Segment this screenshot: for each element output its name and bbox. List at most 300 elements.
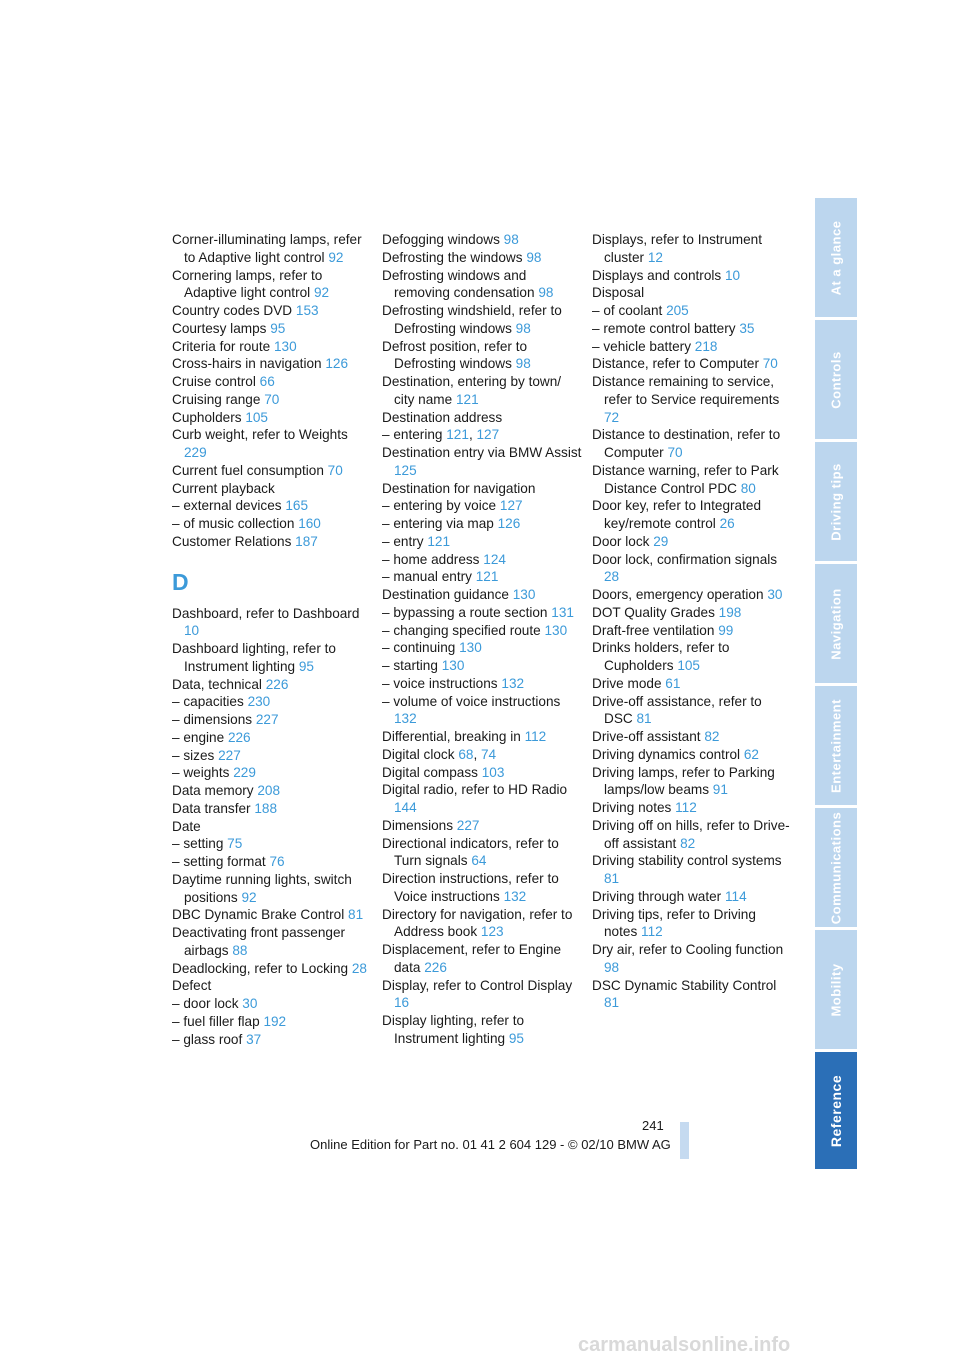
page-link[interactable]: 91	[712, 782, 728, 798]
index-term: Current playback	[172, 480, 275, 496]
page-link[interactable]: 130	[441, 658, 465, 673]
page-link[interactable]: 98	[538, 285, 554, 301]
index-entry	[172, 409, 372, 427]
index-term: – of coolant	[592, 303, 667, 318]
index-term: Current fuel consumption	[172, 462, 328, 478]
page-link[interactable]: 70	[667, 445, 683, 460]
index-entry	[382, 657, 582, 675]
page-link[interactable]: 82	[704, 729, 720, 744]
index-term: – changing specified route	[382, 622, 545, 638]
index-term: Data transfer	[172, 800, 255, 816]
index-term: Distance to destination, refer to Computer	[592, 427, 781, 460]
page-link[interactable]: 112	[675, 800, 697, 815]
page-link[interactable]: 82	[680, 835, 696, 851]
page-link[interactable]: 227	[456, 817, 480, 833]
page-link[interactable]: 121	[475, 569, 499, 585]
index-term: – continuing	[382, 640, 460, 656]
index-column-2	[382, 231, 582, 1048]
index-entry	[592, 764, 792, 800]
index-term: Dry air, refer to Cooling function	[592, 942, 784, 957]
page-link[interactable]: 99	[718, 622, 734, 638]
page-number: 241	[642, 1118, 664, 1133]
index-term: Driving dynamics control	[592, 746, 744, 762]
index-entry	[172, 533, 372, 551]
index-term: – entering by voice	[382, 498, 500, 514]
index-entry	[592, 746, 792, 764]
index-term: Defrosting windows and removing condensation	[382, 267, 539, 301]
index-term: Driving notes	[592, 800, 676, 815]
tab-mobility[interactable]	[815, 930, 857, 1049]
index-entry	[592, 906, 792, 942]
footer-text: Online Edition for Part no. 01 41 2 604 129 - © 02/10 BMW AG	[310, 1137, 671, 1152]
index-entry	[172, 640, 372, 676]
page-link[interactable]: 88	[232, 942, 248, 958]
index-entry	[382, 338, 582, 374]
page-link[interactable]: 130	[459, 640, 482, 656]
index-entry	[172, 764, 372, 782]
index-entry	[382, 497, 582, 515]
index-term: Criteria for route	[172, 338, 274, 354]
index-term: Drinks holders, refer to Cupholders	[592, 640, 730, 673]
index-entry	[592, 320, 792, 338]
tab-label: Navigation	[828, 587, 844, 660]
index-entry	[592, 852, 792, 888]
page-link[interactable]: 76	[269, 854, 285, 869]
index-entry	[172, 497, 372, 515]
index-entry	[172, 977, 372, 995]
index-term: Drive-off assistant	[592, 729, 705, 744]
index-entry	[592, 551, 792, 587]
index-entry	[172, 782, 372, 800]
index-column-1	[172, 231, 372, 1048]
index-letter-heading: D	[172, 568, 189, 595]
tab-entertainment[interactable]	[815, 686, 857, 805]
tab-label: Communications	[828, 811, 844, 924]
index-entry	[382, 533, 582, 551]
page-link[interactable]: 10	[184, 623, 200, 639]
index-term: – volume of voice instructions	[382, 693, 561, 709]
page-link[interactable]: 66	[259, 374, 275, 389]
index-term: – engine	[172, 729, 228, 745]
index-entry	[592, 462, 792, 498]
index-term: Cross-hairs in navigation	[172, 356, 326, 372]
page-link[interactable]: 35	[739, 320, 755, 336]
index-term: – sizes	[172, 747, 219, 763]
index-entry	[592, 693, 792, 729]
index-term: Data, technical	[172, 676, 266, 692]
page-link[interactable]: 30	[767, 587, 783, 602]
page-link[interactable]: 105	[677, 658, 700, 673]
page-link[interactable]: 64	[471, 853, 487, 869]
index-term: DBC Dynamic Brake Control	[172, 907, 349, 923]
index-entry	[592, 817, 792, 853]
page-link[interactable]: 112	[641, 924, 663, 940]
page-link[interactable]: 29	[653, 533, 669, 549]
index-entry	[382, 604, 582, 622]
index-entry	[172, 355, 372, 373]
index-term: Deadlocking, refer to Locking	[172, 960, 352, 976]
index-term: Defrosting the windows	[382, 249, 527, 265]
page-link[interactable]: 28	[351, 960, 367, 976]
page-link[interactable]: 37	[246, 1031, 262, 1047]
page-link[interactable]: 198	[718, 604, 742, 620]
index-entry	[172, 676, 372, 694]
index-term: Doors, emergency operation	[592, 587, 768, 602]
index-entry	[172, 924, 372, 960]
watermark: carmanualsonline.info	[578, 1334, 791, 1356]
page-link[interactable]: 192	[263, 1013, 287, 1029]
index-term: Defect	[172, 978, 212, 994]
tab-label: At a glance	[828, 220, 844, 295]
index-term: Disposal	[592, 285, 645, 301]
page-link[interactable]: 70	[264, 391, 280, 407]
index-entry	[172, 462, 372, 480]
index-term: – bypassing a route section	[382, 604, 552, 620]
page-link[interactable]: 187	[295, 533, 318, 549]
index-entry	[172, 302, 372, 320]
tab-driving-tips[interactable]	[815, 442, 857, 561]
index-entry	[382, 231, 582, 249]
page-link[interactable]: 229	[233, 765, 256, 781]
page-link[interactable]: 131	[551, 604, 574, 620]
page-link[interactable]: 218	[694, 338, 718, 354]
page-link[interactable]: 95	[508, 1030, 524, 1046]
page-link[interactable]: 124	[483, 551, 506, 567]
page-link[interactable]: 144	[394, 800, 417, 815]
index-entry	[172, 818, 372, 836]
page-link[interactable]: 12	[647, 249, 663, 265]
page-link[interactable]: 74	[481, 746, 497, 762]
page-link[interactable]: 205	[666, 303, 689, 318]
index-entry	[592, 373, 792, 426]
page-link[interactable]: 68	[458, 746, 474, 762]
index-entry	[382, 906, 582, 942]
index-term: Differential, breaking in	[382, 729, 525, 744]
index-entry	[382, 693, 582, 729]
index-term: Display lighting, refer to Instrument lighting	[382, 1013, 525, 1046]
index-term: – remote control battery	[592, 320, 740, 336]
index-entry	[172, 729, 372, 747]
page-link[interactable]: 126	[325, 356, 349, 372]
index-entry	[172, 605, 372, 641]
page-link[interactable]: 30	[242, 996, 258, 1011]
page-link[interactable]: 121	[427, 533, 451, 549]
index-term: – setting	[172, 836, 228, 852]
index-entry	[382, 817, 582, 835]
page-link[interactable]: 227	[255, 712, 279, 727]
page-link[interactable]: 98	[604, 959, 620, 975]
page-link[interactable]: 95	[270, 320, 286, 336]
index-entry	[592, 231, 792, 267]
index-entry	[592, 604, 792, 622]
index-term: – entering via map	[382, 516, 498, 531]
index-term: Cruise control	[172, 374, 260, 389]
page-link[interactable]: 98	[515, 320, 531, 336]
index-term: – dimensions	[172, 712, 256, 727]
page-link[interactable]: 121	[446, 427, 469, 443]
index-entry	[172, 853, 372, 871]
page-link[interactable]: 26	[719, 516, 735, 531]
index-term: Digital clock	[382, 746, 459, 762]
index-term: – external devices	[172, 498, 286, 514]
page-link[interactable]: 208	[257, 783, 281, 798]
index-term: Dashboard lighting, refer to Instrument lighting	[172, 641, 336, 674]
index-entry	[382, 515, 582, 533]
index-entry	[172, 267, 372, 303]
index-term: Defrosting windshield, refer to Defrosting windows	[382, 303, 562, 336]
index-term: – starting	[382, 658, 442, 673]
page-link[interactable]: 80	[740, 480, 756, 496]
tab-label: Driving tips	[828, 462, 844, 541]
index-term: Destination for navigation	[382, 480, 536, 496]
page-link[interactable]: 130	[274, 338, 297, 354]
page-link[interactable]: 132	[501, 675, 525, 691]
index-term: DOT Quality Grades	[592, 604, 719, 620]
index-entry	[172, 1013, 372, 1031]
index-term: – manual entry	[382, 569, 476, 585]
index-entry	[382, 480, 582, 498]
tab-label: Controls	[828, 350, 844, 409]
index-entry	[172, 391, 372, 409]
tab-label: Reference	[828, 1074, 844, 1147]
index-entry	[592, 941, 792, 977]
index-entry	[592, 284, 792, 302]
index-term: – setting format	[172, 854, 270, 869]
page-link[interactable]: 229	[184, 445, 207, 460]
page-link[interactable]: 81	[348, 907, 364, 923]
index-entry	[382, 622, 582, 640]
footer-bar	[680, 1122, 689, 1159]
page-link[interactable]: 132	[394, 711, 417, 727]
index-entry	[172, 960, 372, 978]
index-term: – capacities	[172, 694, 248, 710]
page-link[interactable]: 126	[497, 516, 521, 531]
page-link[interactable]: 123	[480, 924, 504, 940]
page-link[interactable]: 125	[394, 462, 417, 478]
page-link[interactable]: 98	[515, 356, 531, 372]
index-entry	[172, 906, 372, 924]
index-term: – glass roof	[172, 1031, 247, 1047]
index-term: Customer Relations	[172, 533, 296, 549]
page-link[interactable]: 92	[313, 285, 330, 301]
index-entry	[382, 444, 582, 480]
page-link[interactable]: 81	[604, 871, 620, 886]
page-link[interactable]: 127	[499, 498, 523, 514]
page-link[interactable]: 153	[295, 303, 319, 318]
index-term: Corner-illuminating lamps, refer to Adaptive light control	[172, 232, 362, 265]
page-link[interactable]: 127	[476, 427, 500, 443]
index-entry	[382, 728, 582, 746]
index-entry	[172, 338, 372, 356]
index-term: Dimensions	[382, 817, 457, 833]
index-term: DSC Dynamic Stability Control	[592, 977, 777, 993]
index-term: Daytime running lights, switch positions	[172, 871, 352, 905]
index-term: Destination entry via BMW Assist	[382, 445, 582, 460]
index-term: Drive-off assistance, refer to DSC	[592, 693, 762, 727]
index-term: Defrost position, refer to Defrosting windows	[382, 338, 528, 372]
index-term: Cruising range	[172, 391, 265, 407]
index-term: Driving through water	[592, 888, 725, 904]
index-term: Drive mode	[592, 675, 666, 691]
index-entry	[382, 764, 582, 782]
index-term: Distance warning, refer to Park Distance Control PDC	[592, 462, 779, 496]
index-term: Data memory	[172, 783, 258, 798]
page-link[interactable]: 70	[762, 356, 778, 372]
index-term: Door key, refer to Integrated key/remote control	[592, 498, 761, 531]
index-entry	[172, 320, 372, 338]
page-link[interactable]: 72	[604, 409, 620, 425]
index-term: Digital radio, refer to HD Radio	[382, 782, 568, 798]
index-entry	[592, 497, 792, 533]
index-term: Destination, entering by town/ city name	[382, 374, 562, 407]
index-term: Direction instructions, refer to Voice instructions	[382, 871, 559, 904]
index-entry	[592, 639, 792, 675]
section-tabs	[815, 198, 857, 1172]
index-entry	[382, 941, 582, 977]
page-link[interactable]: 10	[724, 267, 741, 283]
index-entry	[172, 231, 372, 267]
page-link[interactable]: 188	[254, 800, 278, 816]
index-entry	[382, 1012, 582, 1048]
index-entry	[382, 373, 582, 409]
page-link[interactable]: 75	[227, 836, 243, 852]
index-entry	[172, 426, 372, 462]
page-link[interactable]: 132	[503, 888, 527, 904]
index-term: – home address	[382, 551, 484, 567]
page-link[interactable]: 61	[665, 675, 681, 691]
page-link[interactable]: 160	[298, 516, 321, 531]
index-term: Distance remaining to service, refer to Service requirements	[592, 374, 780, 407]
index-term: Directory for navigation, refer to Address book	[382, 906, 573, 940]
page-link[interactable]: 95	[298, 658, 314, 674]
index-entry	[172, 800, 372, 818]
index-entry	[382, 977, 582, 1013]
page-link[interactable]: 62	[743, 746, 759, 762]
index-term: Displays, refer to Instrument cluster	[592, 232, 762, 265]
page-link[interactable]: 92	[328, 249, 344, 265]
index-term: Door lock	[592, 533, 654, 549]
tab-reference[interactable]	[815, 1052, 857, 1169]
page-link[interactable]: 227	[218, 747, 241, 763]
page-link[interactable]: 81	[604, 995, 620, 1011]
tab-navigation[interactable]	[815, 564, 857, 683]
index-entry	[592, 267, 792, 285]
index-term: – vehicle battery	[592, 338, 695, 354]
index-term: Curb weight, refer to Weights	[172, 427, 348, 443]
index-entry	[172, 747, 372, 765]
page-link[interactable]: 226	[424, 959, 447, 975]
index-entry	[172, 693, 372, 711]
index-entry	[592, 533, 792, 551]
page-link[interactable]: 28	[604, 569, 620, 585]
index-term: Dashboard, refer to Dashboard	[172, 605, 360, 621]
index-term: Door lock, confirmation signals	[592, 551, 778, 567]
index-entry	[382, 267, 582, 303]
index-term: – door lock	[172, 996, 243, 1011]
page-link[interactable]: 92	[241, 889, 257, 905]
index-entry	[592, 338, 792, 356]
page-link[interactable]: 105	[245, 409, 268, 425]
tab-at-a-glance[interactable]	[815, 198, 857, 317]
tab-label: Mobility	[828, 962, 844, 1017]
index-term: Cupholders	[172, 409, 246, 425]
tab-communications[interactable]	[815, 808, 857, 927]
page-link[interactable]: 98	[503, 232, 519, 247]
tab-controls[interactable]	[815, 320, 857, 439]
index-entry	[382, 639, 582, 657]
index-term: Courtesy lamps	[172, 320, 271, 336]
index-term: – fuel filler flap	[172, 1013, 264, 1029]
page-link[interactable]: 114	[724, 888, 747, 904]
index-entry	[382, 675, 582, 693]
page-link[interactable]: 226	[265, 676, 289, 692]
index-entry	[592, 888, 792, 906]
index-entry	[382, 568, 582, 586]
page-link[interactable]: 130	[544, 622, 568, 638]
index-term: Display, refer to Control Display	[382, 977, 573, 993]
index-term: – of music collection	[172, 516, 299, 531]
page-link[interactable]: 226	[227, 729, 251, 745]
index-term: Deactivating front passenger airbags	[172, 925, 346, 958]
index-entry	[592, 426, 792, 462]
index-term: Displacement, refer to Engine data	[382, 942, 562, 975]
page-link[interactable]: 112	[524, 729, 547, 744]
index-entry: Digital clock 68, 74	[382, 746, 497, 762]
index-entry	[592, 799, 792, 817]
index-column-3	[592, 231, 792, 1012]
page-link[interactable]: 16	[394, 995, 410, 1011]
index-entry	[592, 977, 792, 1013]
index-entry	[172, 871, 372, 907]
index-entry	[382, 870, 582, 906]
page-link[interactable]: 103	[481, 764, 505, 780]
page-link[interactable]: 130	[512, 587, 536, 602]
index-entry	[382, 781, 582, 817]
index-term: Driving lamps, refer to Parking lamps/low beams	[592, 764, 775, 798]
page-link[interactable]: 165	[285, 498, 309, 514]
page-link[interactable]: 230	[247, 694, 271, 710]
index-term: Driving off on hills, refer to Drive-off assistant	[592, 817, 790, 851]
index-term: – entry	[382, 533, 428, 549]
index-entry	[172, 995, 372, 1013]
index-term: Distance, refer to Computer	[592, 356, 763, 372]
index-entry	[592, 728, 792, 746]
index-term: Destination address	[382, 409, 503, 425]
index-entry	[382, 302, 582, 338]
page-link[interactable]: 121	[455, 391, 479, 407]
index-entry	[172, 835, 372, 853]
index-entry	[382, 551, 582, 569]
page-link[interactable]: 98	[526, 249, 542, 265]
index-entry	[172, 515, 372, 533]
page-link[interactable]: 70	[327, 462, 343, 478]
index-entry	[382, 249, 582, 267]
index-term: Destination guidance	[382, 587, 513, 602]
index-term: – weights	[172, 765, 234, 781]
index-entry	[592, 355, 792, 373]
index-term: Defogging windows	[382, 232, 504, 247]
page-link[interactable]: 81	[636, 711, 652, 727]
index-entry	[592, 622, 792, 640]
index-entry	[172, 1031, 372, 1049]
index-term: Draft-free ventilation	[592, 622, 719, 638]
index-entry	[592, 586, 792, 604]
index-term: – entering	[382, 427, 447, 443]
index-term: Directional indicators, refer to Turn signals	[382, 835, 559, 869]
index-term: Country codes DVD	[172, 303, 296, 318]
index-term: Date	[172, 818, 201, 834]
index-entry	[382, 835, 582, 871]
